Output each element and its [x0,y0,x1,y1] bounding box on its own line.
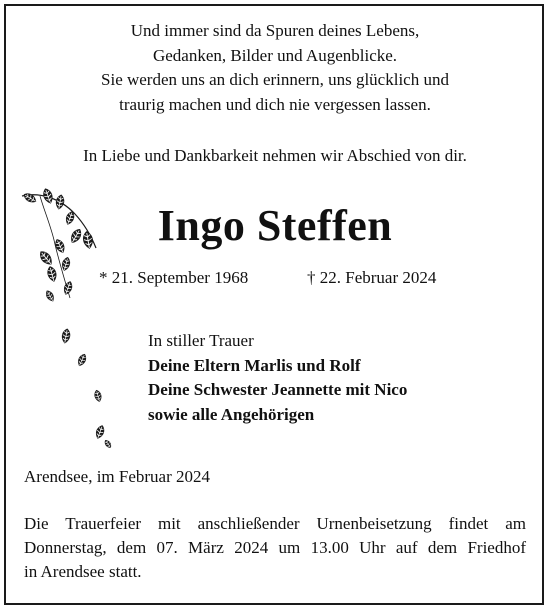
mourners-block [148,329,407,427]
memorial-poem [0,19,550,117]
notice-line: in Arendsee statt. [24,562,142,581]
notice-line: Die Trauerfeier mit anschließender Urnenbeisetzung findet am [24,514,526,533]
birch-leaves-branch-icon [20,188,130,458]
birth-date: * 21. September 1968 [99,268,249,287]
poem-line: traurig machen und dich nie vergessen lassen. [119,94,431,114]
mourner-line: sowie alle Angehörigen [148,404,315,424]
notice-line: Donnerstag, dem 07. März 2024 um 13.00 Uhr auf dem Friedhof [24,538,526,557]
mourner-line: Deine Eltern Marlis und Rolf [148,355,361,375]
poem-line: Und immer sind da Spuren deines Lebens, [130,21,420,40]
place-and-date: Arendsee, im Februar 2024 [24,467,211,486]
poem-line: Sie werden uns an dich erinnern, uns glücklich und [101,70,449,89]
mourner-line: Deine Schwester Jeannette mit Nico [148,380,408,399]
mourning-intro: In stiller Trauer [148,331,254,350]
funeral-notice [24,512,526,584]
deceased-name: Ingo Steffen [157,201,393,250]
death-date: † 22. Februar 2024 [307,268,437,287]
poem-line: Gedanken, Bilder und Augenblicke. [152,45,398,65]
farewell-line: In Liebe und Dankbarkeit nehmen wir Abschied von dir. [83,146,467,165]
